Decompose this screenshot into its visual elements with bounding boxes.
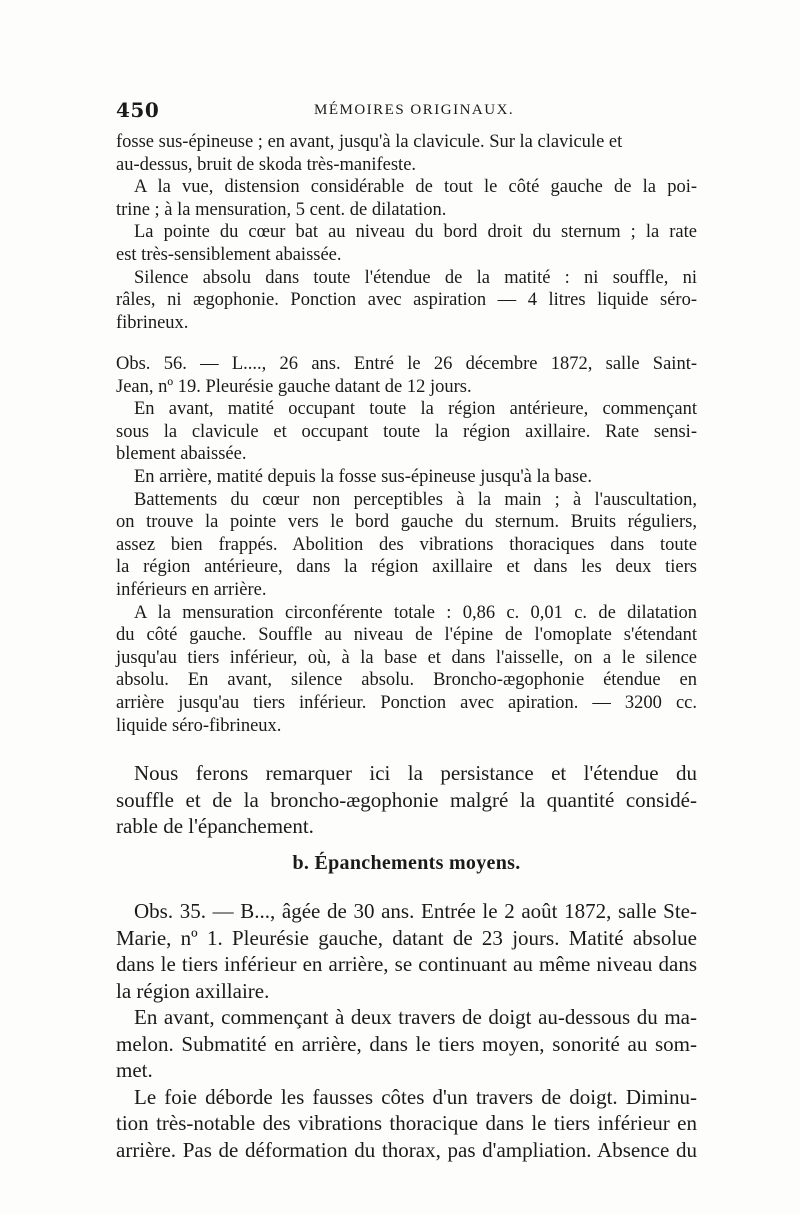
text-line: Marie, nº 1. Pleurésie gauche, datant de 23 jours. Matité absolue — [116, 925, 697, 950]
text-line: souffle et de la broncho-ægophonie malgré la quantité considé- — [116, 787, 697, 812]
text-line: tion très-notable des vibrations thoracique dans le tiers inférieur en — [116, 1111, 697, 1135]
text-line: arrière jusqu'au tiers inférieur. Ponction avec apiration. — 3200 cc. — [116, 692, 697, 713]
text-line: fibrineux. — [116, 312, 189, 333]
commentary-paragraph — [116, 760, 697, 840]
text-line: on trouve la pointe vers le bord gauche du sternum. Bruits réguliers, — [116, 512, 697, 533]
text-line: En arrière, matité depuis la fosse sus-épineuse jusqu'à la base. — [134, 466, 592, 487]
text-line: fosse sus-épineuse ; en avant, jusqu'à la clavicule. Sur la clavicule et — [116, 132, 623, 152]
text-line: liquide séro-fibrineux. — [116, 715, 282, 736]
text-line: Obs. 56. — L...., 26 ans. Entré le 26 décembre 1872, salle Saint- — [116, 354, 697, 374]
text-line: met. — [116, 1058, 153, 1082]
observation-56 — [116, 353, 697, 737]
text-line: melon. Submatité en arrière, dans le tiers moyen, sonorité au som- — [116, 1031, 697, 1056]
text-line: Nous ferons remarquer ici la persistance et l'étendue du — [134, 761, 697, 785]
running-head: MÉMOIRES ORIGINAUX. — [314, 102, 515, 118]
text-line: Jean, nº 19. Pleurésie gauche datant de 12 jours. — [116, 376, 472, 397]
text-line: trine ; à la mensuration, 5 cent. de dilatation. — [116, 199, 447, 220]
text-line: Silence absolu dans toute l'étendue de la matité : ni souffle, ni — [134, 267, 697, 288]
text-line: Battements du cœur non perceptibles à la main ; à l'auscultation, — [134, 489, 697, 510]
section-heading: b. Épanchements moyens. — [292, 852, 521, 874]
text-line: assez bien frappés. Abolition des vibrations thoraciques dans toute — [116, 534, 697, 555]
text-line: jusqu'au tiers inférieur, où, à la base et dans l'aisselle, on a le silence — [116, 647, 697, 668]
text-line: est très-sensiblement abaissée. — [116, 244, 342, 265]
page-number: 450 — [116, 98, 160, 122]
text-line: arrière. Pas de déformation du thorax, pas d'ampliation. Absence du — [116, 1137, 697, 1162]
text-line: Le foie déborde les fausses côtes d'un travers de doigt. Diminu- — [134, 1084, 697, 1109]
text-line: La pointe du cœur bat au niveau du bord droit du sternum ; la rate — [134, 222, 697, 243]
text-line: dans le tiers inférieur en arrière, se continuant au même niveau dans — [116, 952, 697, 976]
paragraph-continuation — [116, 131, 697, 334]
page-header — [116, 98, 696, 128]
text-line: la région axillaire. — [116, 978, 270, 1003]
text-line: A la vue, distension considérable de tout le côté gauche de la poi- — [134, 177, 697, 198]
text-line: blement abaissée. — [116, 444, 247, 465]
text-line: En avant, commençant à deux travers de doigt au-dessous du ma- — [134, 1005, 697, 1029]
text-line: A la mensuration circonférente totale : 0,86 c. 0,01 c. de dilatation — [134, 602, 697, 623]
text-line: rable de l'épanchement. — [116, 814, 314, 838]
text-line: du côté gauche. Souffle au niveau de l'épine de l'omoplate s'étendant — [116, 625, 697, 646]
text-line: absolu. En avant, silence absolu. Broncho-ægophonie étendue en — [116, 670, 697, 691]
text-line: sous la clavicule et occupant toute la région axillaire. Rate sensi- — [116, 421, 697, 442]
observation-35 — [116, 898, 697, 1163]
text-line: En avant, matité occupant toute la région antérieure, commençant — [134, 399, 697, 420]
text-line: râles, ni ægophonie. Ponction avec aspiration — 4 litres liquide séro- — [116, 290, 697, 311]
text-line: Obs. 35. — B..., âgée de 30 ans. Entrée le 2 août 1872, salle Ste- — [134, 899, 697, 923]
text-line: inférieurs en arrière. — [116, 579, 267, 600]
text-line: la région antérieure, dans la région axillaire et dans les deux tiers — [116, 557, 697, 578]
text-line: au-dessus, bruit de skoda très-manifeste. — [116, 154, 417, 175]
